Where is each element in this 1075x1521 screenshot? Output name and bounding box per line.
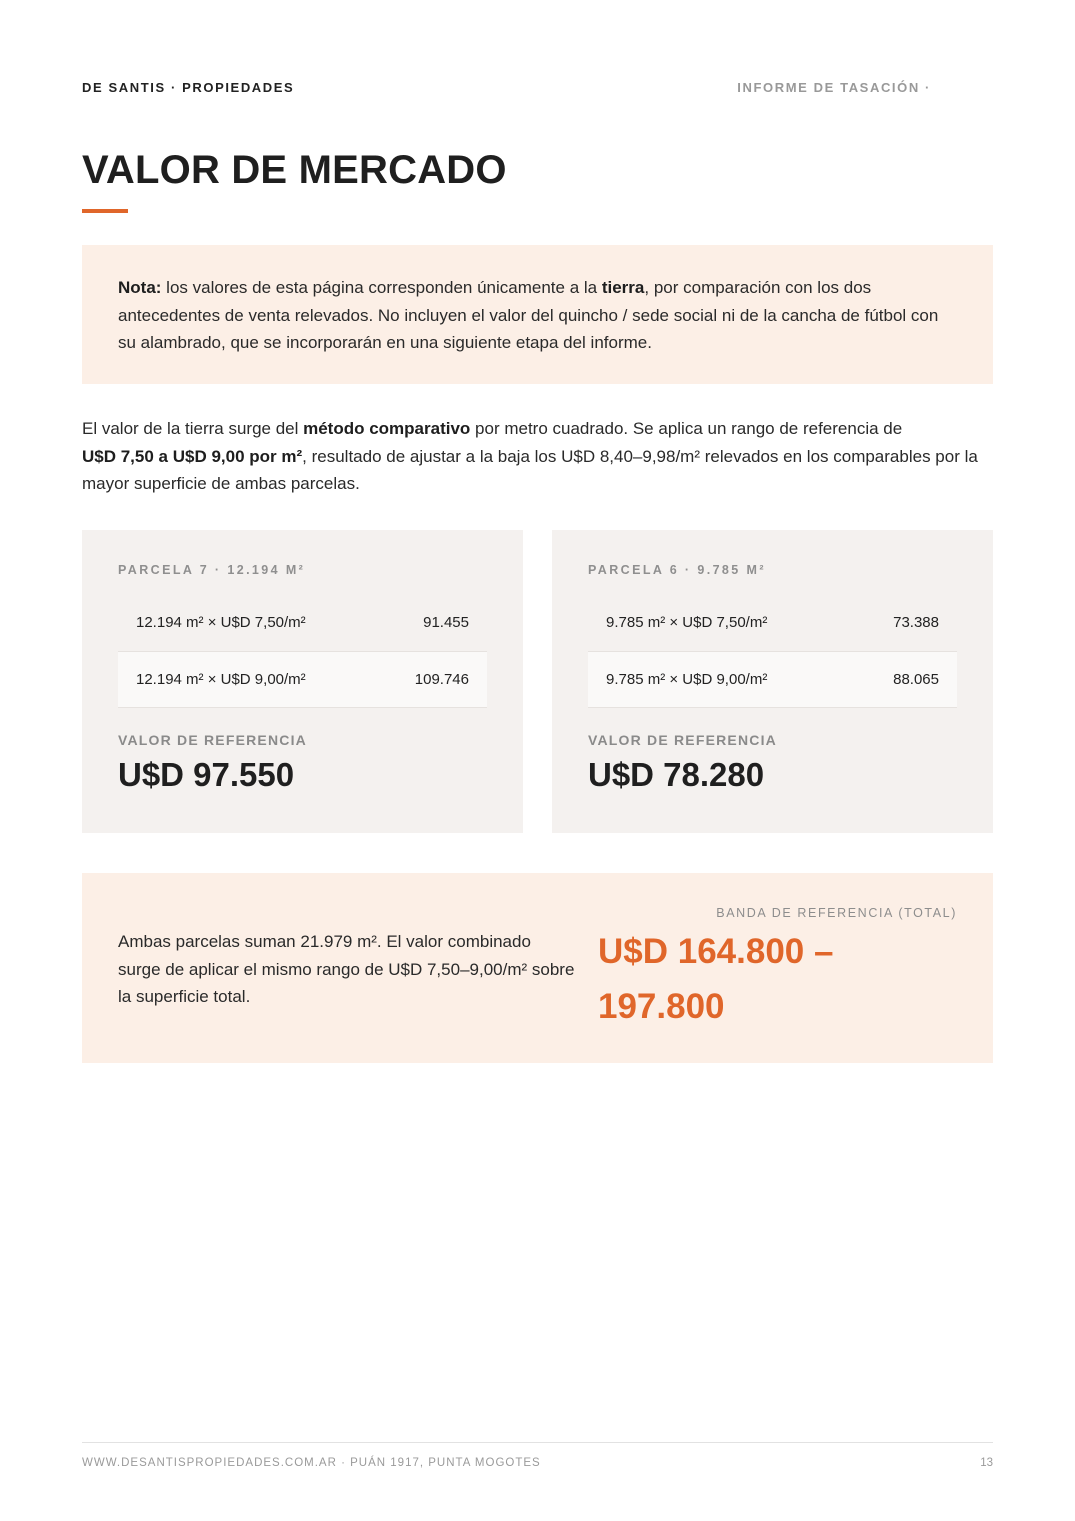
table-row xyxy=(588,651,957,707)
intro-method: método comparativo xyxy=(303,419,471,438)
note-box xyxy=(82,245,993,384)
note-text-2: , por comparación con los dos antecedentes de venta relevados. No incluyen el valor del quincho / sede social ni de la cancha de fútbol con su alambrado, que se incorporarán en una siguiente etapa del informe. xyxy=(118,278,939,352)
table-row xyxy=(118,595,487,651)
intro-text-2: por metro cuadrado. Se aplica un rango de referencia de xyxy=(470,419,903,438)
calc-result: 91.455 xyxy=(423,614,469,632)
intro-paragraph xyxy=(82,415,993,498)
header-brand: DE SANTIS · PROPIEDADES xyxy=(82,80,295,95)
calc-result: 88.065 xyxy=(849,651,957,707)
page-title: VALOR DE MERCADO xyxy=(82,148,507,192)
calc-expression: 12.194 m² × U$D 7,50/m² xyxy=(136,614,306,632)
table-row xyxy=(118,651,487,707)
parcel-card-7 xyxy=(82,530,523,833)
band-description: Ambas parcelas suman 21.979 m². El valor combinado surge de aplicar el mismo rango de U$D 7,50–9,00/m² sobre la superficie total. xyxy=(118,932,575,1006)
page-number: 13 xyxy=(980,1457,993,1469)
calc-expression: 9.785 m² × U$D 9,00/m² xyxy=(588,651,849,707)
reference-band-box xyxy=(82,873,993,1063)
band-label: BANDA DE REFERENCIA (TOTAL) xyxy=(716,906,957,920)
band-value: U$D 164.800 – 197.800 xyxy=(598,932,834,1026)
calc-expression: 12.194 m² × U$D 9,00/m² xyxy=(118,651,374,707)
parcel-calc-table xyxy=(588,595,957,708)
calc-expression: 9.785 m² × U$D 7,50/m² xyxy=(606,614,768,632)
parcel-label: PARCELA 6 · 9.785 M² xyxy=(588,563,766,577)
note-text-1: los valores de esta página corresponden únicamente a la xyxy=(161,278,602,297)
header-document-title: INFORME DE TASACIÓN · xyxy=(737,80,931,95)
footer-divider xyxy=(82,1442,993,1443)
reference-value: U$D 78.280 xyxy=(588,756,765,793)
note-emphasis: tierra xyxy=(601,278,645,297)
note-label: Nota: xyxy=(118,278,162,297)
reference-value-label: VALOR DE REFERENCIA xyxy=(588,732,777,748)
intro-range: U$D 7,50 a U$D 9,00 por m² xyxy=(82,446,303,466)
intro-text-1: El valor de la tierra surge del xyxy=(82,419,304,438)
footer-contact: WWW.DESANTISPROPIEDADES.COM.AR · PUÁN 1917, PUNTA MOGOTES xyxy=(82,1457,541,1469)
reference-value-label: VALOR DE REFERENCIA xyxy=(118,732,307,748)
parcel-label: PARCELA 7 · 12.194 M² xyxy=(118,563,306,577)
calc-result: 73.388 xyxy=(893,614,939,632)
parcel-card-6 xyxy=(552,530,993,833)
calc-result: 109.746 xyxy=(374,651,487,707)
table-row xyxy=(588,595,957,651)
intro-text-3: , resultado de ajustar a la baja los U$D 8,40–9,98/m² relevados en los comparables por la mayor superficie de ambas parcelas. xyxy=(82,446,978,493)
reference-value: U$D 97.550 xyxy=(118,756,295,793)
parcel-calc-table xyxy=(118,595,487,708)
title-accent-rule xyxy=(82,209,128,213)
